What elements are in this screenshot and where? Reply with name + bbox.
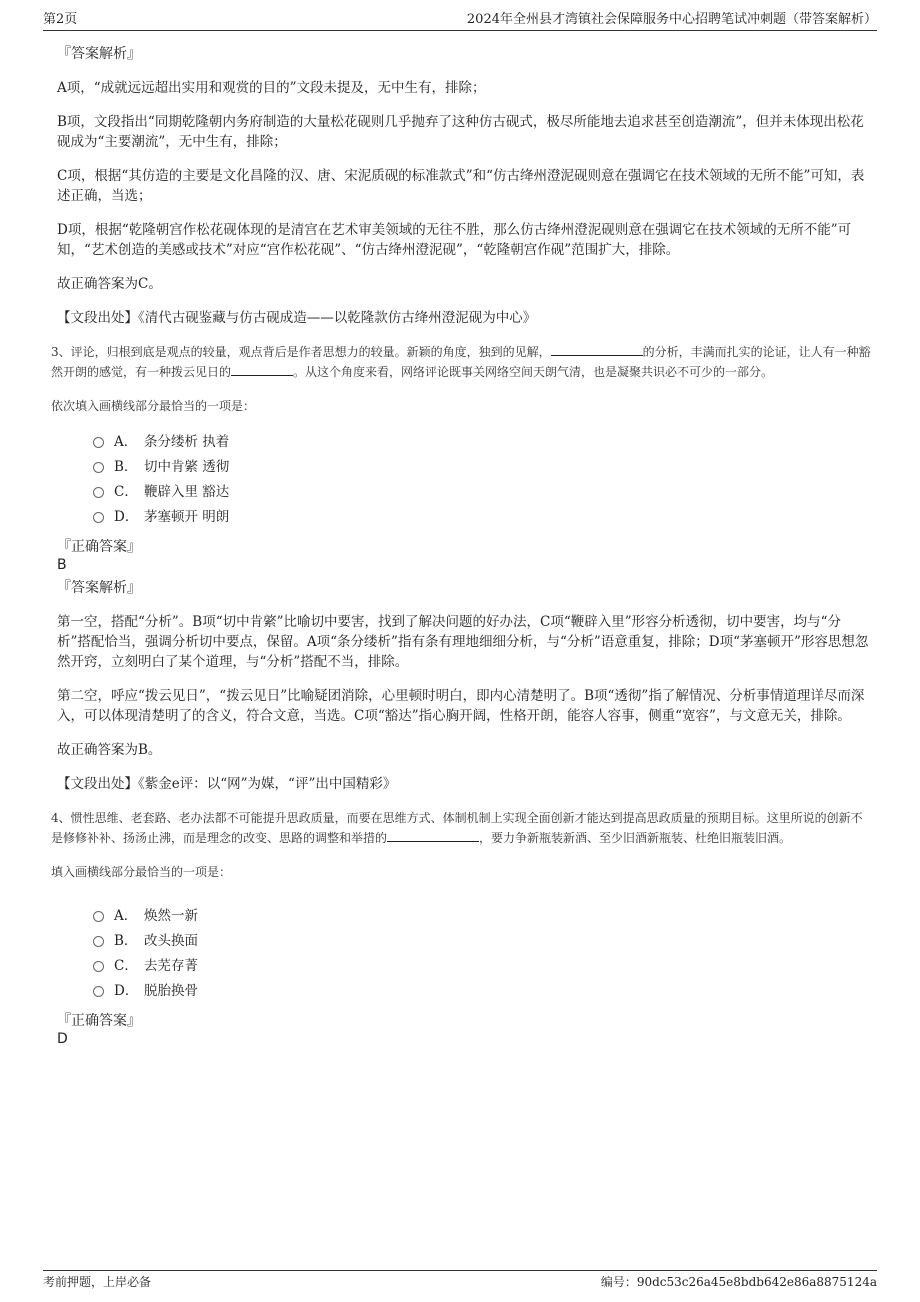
footer-slogan: 考前押题，上岸必备 — [43, 1275, 152, 1289]
question-4-stem: 4、惯性思维、老套路、老办法都不可能提升思政质量，而要在思维方式、体制机制上实现全面创新才能达到提高思政质量的预期目标。这里所说的创新不是修修补补、扬汤止沸，而是理念的改变、思路的调整和举措的 ，要力争新瓶装新酒、至少旧酒新瓶装、杜绝旧瓶装旧酒。 — [51, 811, 863, 845]
correct-answer-label: 『正确答案』 — [57, 539, 141, 555]
analysis-option-b: B项，文段指出“同期乾隆朝内务府制造的大量松花砚则几乎抛弃了这种仿古砚式，极尽所能地去追求甚至创造潮流”，但并未体现出松花砚成为“主要潮流”，无中生有，排除； — [57, 114, 864, 150]
analysis-blank-2: 第二空，呼应“拨云见日”，“拨云见日”比喻疑团消除，心里顿时明白，即内心清楚明了。B项“透彻”指了解情况、分析事情道理详尽而深入，可以体现清楚明了的含义，符合文意，当选。C项“豁达”指心胸开阔，性格开朗，能容人容事，侧重“宽容”，与文意无关，排除。 — [57, 688, 865, 724]
option-b[interactable]: B． 改头换面 — [93, 929, 871, 954]
question-3-options — [93, 430, 871, 530]
correct-answer-label: 『正确答案』 — [57, 1013, 141, 1029]
analysis-conclusion: 故正确答案为B。 — [57, 742, 162, 758]
option-c[interactable]: C． 鞭辟入里 豁达 — [93, 480, 871, 505]
option-a[interactable]: A． 条分缕析 执着 — [93, 430, 871, 455]
document-title: 2024年全州县才湾镇社会保障服务中心招聘笔试冲刺题（带答案解析） — [466, 12, 877, 27]
radio-icon[interactable] — [93, 911, 104, 922]
page-number: 第2页 — [43, 12, 78, 27]
radio-icon[interactable] — [93, 936, 104, 947]
option-d[interactable]: D． 茅塞顿开 明朗 — [93, 505, 871, 530]
option-c[interactable]: C． 去芜存菁 — [93, 954, 871, 979]
radio-icon[interactable] — [93, 961, 104, 972]
document-id: 编号：90dc53c26a45e8bdb642e86a8875124a — [600, 1275, 877, 1289]
question-4-options — [93, 904, 871, 1004]
page-footer — [43, 1270, 877, 1293]
radio-icon[interactable] — [93, 986, 104, 997]
answer-analysis-label: 『答案解析』 — [57, 46, 141, 62]
passage-source: 【文段出处】《紫金e评：以“网”为媒，“评”出中国精彩》 — [57, 776, 397, 792]
answer-analysis-label: 『答案解析』 — [57, 580, 141, 596]
analysis-conclusion: 故正确答案为C。 — [57, 276, 162, 292]
fill-blank — [387, 828, 479, 842]
radio-icon[interactable] — [93, 462, 104, 473]
option-a[interactable]: A． 焕然一新 — [93, 904, 871, 929]
option-d[interactable]: D． 脱胎换骨 — [93, 979, 871, 1004]
correct-answer: D — [57, 1031, 68, 1047]
radio-icon[interactable] — [93, 487, 104, 498]
question-3-instruction: 依次填入画横线部分最恰当的一项是： — [51, 399, 256, 413]
question-3-stem: 3、评论，归根到底是观点的较量，观点背后是作者思想力的较量。新颖的角度，独到的见解， 的分析，丰满而扎实的论证，让人有一种豁然开朗的感觉，有一种拨云见日的 。从这个角度来看，网络评论既事关网络空间天朗气清，也是凝聚共识必不可少的一部分。 — [51, 342, 871, 382]
analysis-blank-1: 第一空，搭配“分析”。B项“切中肯綮”比喻切中要害，找到了解决问题的好办法，C项“鞭辟入里”形容分析透彻，切中要害，均与“分析”搭配恰当，强调分析切中要点，保留。A项“条分缕析”指有条有理地细细分析，与“分析”语意重复，排除；D项“茅塞顿开”形容思想忽然开窍，立刻明白了某个道理，与“分析”搭配不当，排除。 — [57, 614, 869, 670]
passage-source: 【文段出处】《清代古砚鉴藏与仿古砚成造——以乾隆款仿古绛州澄泥砚为中心》 — [57, 310, 537, 326]
analysis-option-d: D项，根据“乾隆朝宫作松花砚体现的是清宫在艺术审美领域的无往不胜，那么仿古绛州澄泥砚则意在强调它在技术领域的无所不能”可知，“艺术创造的美感或技术”对应“宫作松花砚”、“仿古绛州澄泥砚”，“乾隆朝宫作砚”范围扩大，排除。 — [57, 222, 852, 258]
radio-icon[interactable] — [93, 437, 104, 448]
question-4-instruction: 填入画横线部分最恰当的一项是： — [51, 865, 232, 879]
analysis-option-c: C项，根据“其仿造的主要是文化昌隆的汉、唐、宋泥质砚的标准款式”和“仿古绛州澄泥砚则意在强调它在技术领域的无所不能”可知，表述正确，当选； — [57, 168, 865, 204]
option-b[interactable]: B． 切中肯綮 透彻 — [93, 455, 871, 480]
document-body — [53, 44, 871, 1052]
analysis-option-a: A项，“成就远远超出实用和观赏的目的”文段未提及，无中生有，排除； — [57, 80, 486, 96]
correct-answer: B — [57, 557, 67, 573]
radio-icon[interactable] — [93, 512, 104, 523]
page-header — [43, 10, 877, 31]
fill-blank — [231, 362, 293, 376]
fill-blank — [551, 342, 643, 356]
